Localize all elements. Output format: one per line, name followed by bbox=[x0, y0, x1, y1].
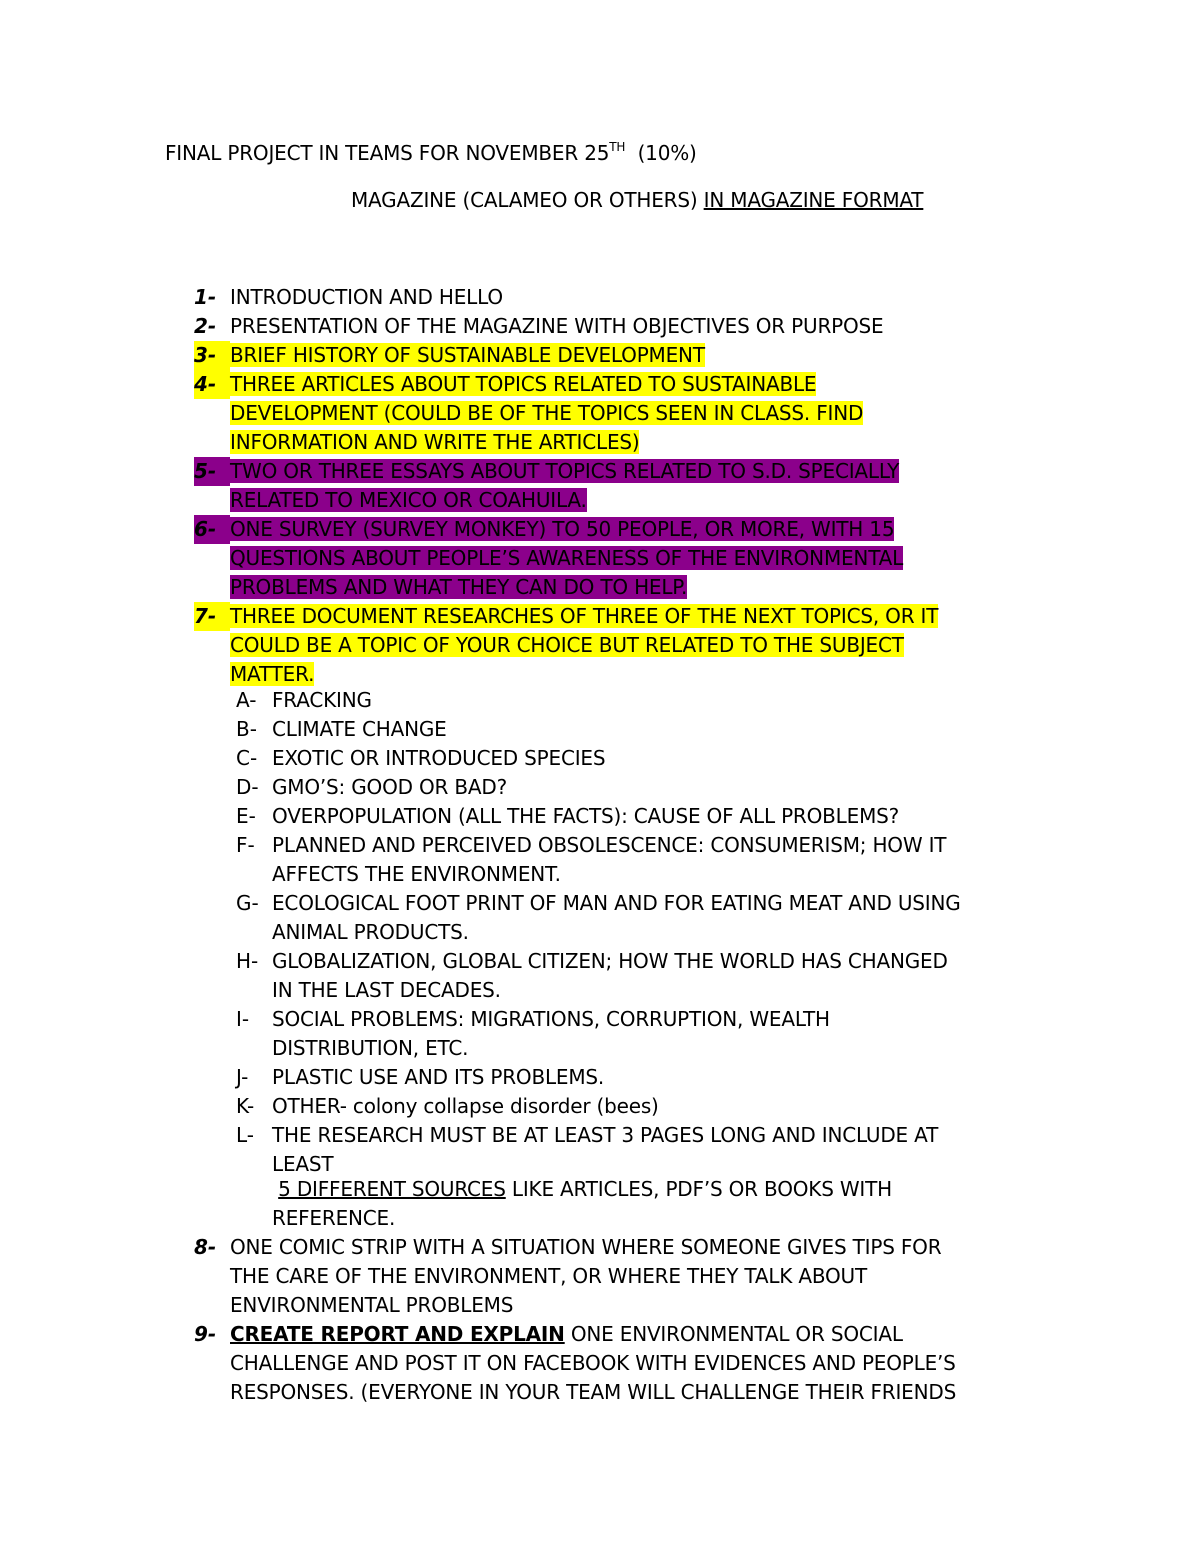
document-subtitle bbox=[351, 186, 923, 215]
item-line-text: BRIEF HISTORY OF SUSTAINABLE DEVELOPMENT bbox=[230, 343, 705, 367]
item-line-text: INFORMATION AND WRITE THE ARTICLES) bbox=[230, 430, 640, 454]
item-number: 3- bbox=[194, 341, 230, 370]
item-8-line: ENVIRONMENTAL PROBLEMS bbox=[230, 1293, 514, 1317]
topic-line: DISTRIBUTION, ETC. bbox=[272, 1036, 469, 1060]
item-number: 7- bbox=[194, 602, 230, 631]
sources-note-line2: REFERENCE. bbox=[272, 1206, 396, 1230]
item-line-text: ONE SURVEY (SURVEY MONKEY) TO 50 PEOPLE, OR MORE, WITH 15 bbox=[230, 517, 895, 541]
item-line-text: PROBLEMS AND WHAT THEY CAN DO TO HELP. bbox=[230, 575, 688, 599]
item-line-text: QUESTIONS ABOUT PEOPLE’S AWARENESS OF THE ENVIRONMENTAL bbox=[230, 546, 904, 570]
item-line bbox=[230, 457, 899, 486]
topic-letter: D- bbox=[236, 775, 259, 799]
sources-rest: LIKE ARTICLES, PDF’S OR BOOKS WITH bbox=[505, 1177, 892, 1201]
topic-letter: I- bbox=[236, 1007, 250, 1031]
item-line-text: COULD BE A TOPIC OF YOUR CHOICE BUT RELATED TO THE SUBJECT bbox=[230, 633, 904, 657]
topic-line: GLOBALIZATION, GLOBAL CITIZEN; HOW THE WORLD HAS CHANGED bbox=[272, 949, 948, 973]
item-line bbox=[230, 573, 687, 602]
topic-line: FRACKING bbox=[272, 688, 372, 712]
topic-line: OVERPOPULATION (ALL THE FACTS): CAUSE OF ALL PROBLEMS? bbox=[272, 804, 900, 828]
topic-line: ECOLOGICAL FOOT PRINT OF MAN AND FOR EATING MEAT AND USING bbox=[272, 891, 961, 915]
item-8-line: THE CARE OF THE ENVIRONMENT, OR WHERE THEY TALK ABOUT bbox=[230, 1264, 868, 1288]
item-line-text: THREE ARTICLES ABOUT TOPICS RELATED TO SUSTAINABLE bbox=[230, 372, 817, 396]
topic-line: CLIMATE CHANGE bbox=[272, 717, 447, 741]
topic-letter: G- bbox=[236, 891, 259, 915]
item-number: 1- bbox=[194, 285, 217, 309]
topic-line: PLASTIC USE AND ITS PROBLEMS. bbox=[272, 1065, 605, 1089]
item-line-text: MATTER. bbox=[230, 662, 315, 686]
item-line-text: INTRODUCTION AND HELLO bbox=[230, 285, 503, 309]
item-9-emphasis: CREATE REPORT AND EXPLAIN bbox=[230, 1322, 565, 1346]
topic-line: EXOTIC OR INTRODUCED SPECIES bbox=[272, 746, 606, 770]
subtitle-underlined-text: IN MAGAZINE FORMAT bbox=[703, 188, 924, 212]
topic-letter: H- bbox=[236, 949, 259, 973]
document-title bbox=[165, 139, 697, 168]
item-line bbox=[230, 515, 894, 544]
topic-line: IN THE LAST DECADES. bbox=[272, 978, 501, 1002]
item-line bbox=[230, 312, 884, 341]
topic-letter: B- bbox=[236, 717, 257, 741]
item-9-line: CHALLENGE AND POST IT ON FACEBOOK WITH EVIDENCES AND PEOPLE’S bbox=[230, 1351, 956, 1375]
item-9-line bbox=[230, 1320, 903, 1349]
topic-letter: E- bbox=[236, 804, 256, 828]
sources-underlined: 5 DIFFERENT SOURCES bbox=[278, 1177, 506, 1201]
topic-line: PLANNED AND PERCEIVED OBSOLESCENCE: CONSUMERISM; HOW IT bbox=[272, 833, 947, 857]
title-superscript: TH bbox=[609, 140, 626, 154]
topic-line: SOCIAL PROBLEMS: MIGRATIONS, CORRUPTION, WEALTH bbox=[272, 1007, 830, 1031]
item-line-text: PRESENTATION OF THE MAGAZINE WITH OBJECTIVES OR PURPOSE bbox=[230, 314, 884, 338]
topic-letter: K- bbox=[236, 1094, 255, 1118]
subtitle-text: MAGAZINE (CALAMEO OR OTHERS) bbox=[351, 188, 704, 212]
item-number: 5- bbox=[194, 457, 230, 486]
item-line-text: TWO OR THREE ESSAYS ABOUT TOPICS RELATED TO S.D. SPECIALLY bbox=[230, 459, 900, 483]
item-line-text: DEVELOPMENT (COULD BE OF THE TOPICS SEEN IN CLASS. FIND bbox=[230, 401, 864, 425]
item-line-text: RELATED TO MEXICO OR COAHUILA. bbox=[230, 488, 587, 512]
item-8-number: 8- bbox=[194, 1235, 217, 1259]
title-percentage: (10%) bbox=[637, 141, 697, 165]
item-line bbox=[230, 660, 314, 689]
topic-letter: C- bbox=[236, 746, 258, 770]
topic-letter: F- bbox=[236, 833, 255, 857]
item-8-line: ONE COMIC STRIP WITH A SITUATION WHERE SOMEONE GIVES TIPS FOR bbox=[230, 1235, 942, 1259]
title-text: FINAL PROJECT IN TEAMS FOR NOVEMBER 25 bbox=[165, 141, 610, 165]
topic-line: ANIMAL PRODUCTS. bbox=[272, 920, 469, 944]
item-line bbox=[230, 428, 639, 457]
topic-line: AFFECTS THE ENVIRONMENT. bbox=[272, 862, 561, 886]
topic-line: THE RESEARCH MUST BE AT LEAST 3 PAGES LONG AND INCLUDE AT bbox=[272, 1123, 939, 1147]
item-9-rest: ONE ENVIRONMENTAL OR SOCIAL bbox=[564, 1322, 903, 1346]
item-line bbox=[230, 486, 587, 515]
item-line-text: THREE DOCUMENT RESEARCHES OF THREE OF THE NEXT TOPICS, OR IT bbox=[230, 604, 939, 628]
topic-line: OTHER- colony collapse disorder (bees) bbox=[272, 1094, 659, 1118]
item-number: 4- bbox=[194, 370, 230, 399]
item-number: 6- bbox=[194, 515, 230, 544]
item-9-line: RESPONSES. (EVERYONE IN YOUR TEAM WILL CHALLENGE THEIR FRIENDS bbox=[230, 1380, 957, 1404]
topic-letter: J- bbox=[236, 1065, 249, 1089]
item-9-number: 9- bbox=[194, 1322, 217, 1346]
item-line bbox=[230, 283, 503, 312]
topic-letter: L- bbox=[236, 1123, 255, 1147]
item-line bbox=[230, 602, 938, 631]
topic-letter: A- bbox=[236, 688, 257, 712]
item-line bbox=[230, 544, 903, 573]
item-line bbox=[230, 341, 705, 370]
item-line bbox=[230, 631, 904, 660]
item-line bbox=[230, 370, 816, 399]
topic-line: GMO’S: GOOD OR BAD? bbox=[272, 775, 507, 799]
item-line bbox=[230, 399, 863, 428]
item-number: 2- bbox=[194, 314, 217, 338]
sources-note bbox=[272, 1175, 892, 1204]
topic-line: LEAST bbox=[272, 1152, 334, 1176]
